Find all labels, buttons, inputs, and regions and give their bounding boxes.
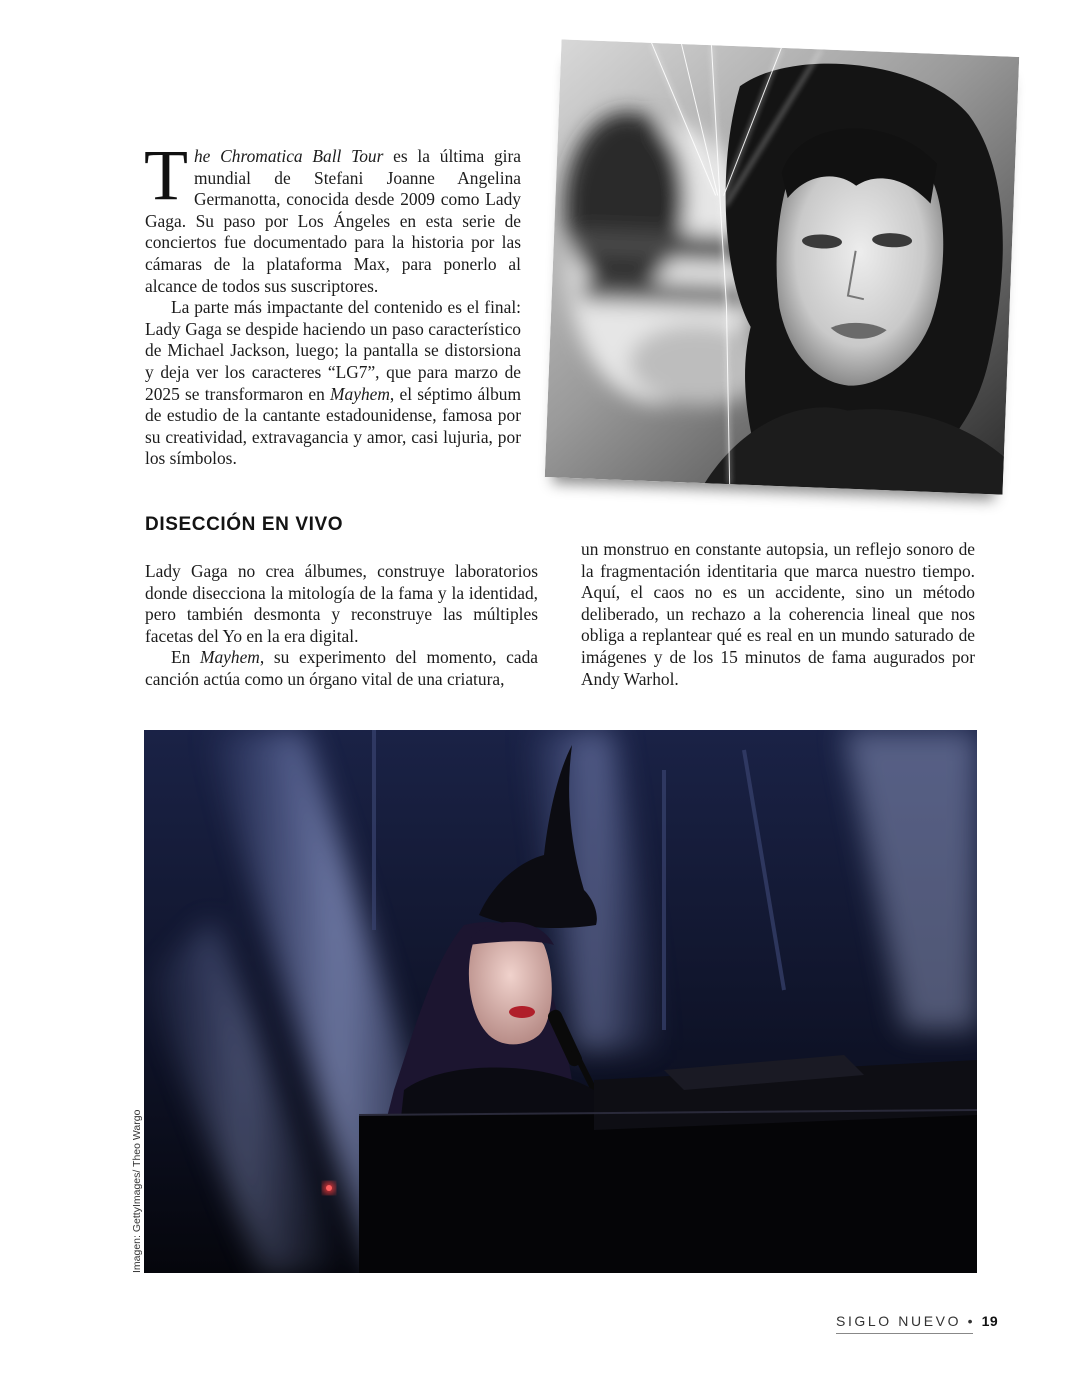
section-text-2a: En [171, 647, 200, 668]
portrait-photo [545, 39, 1019, 494]
section-text-2b: , su experimento del momento, cada canción actúa como un órgano vital de una criatura, [145, 647, 538, 689]
page-footer [836, 1313, 999, 1334]
tour-title: he Chromatica Ball Tour [193, 146, 384, 166]
section-paragraph-1: Lady Gaga no crea álbumes, construye laboratorios donde disecciona la mitología de la fama y la identidad, pero también desmonta y reconstruye las múltiples facetas del Yo en la era digital. [145, 561, 538, 646]
intro-column [144, 135, 521, 470]
stage-illustration [144, 730, 977, 1273]
album-title: Mayhem [330, 383, 390, 404]
magazine-name: SIGLO NUEVO [836, 1313, 962, 1329]
intro-text-2a: La parte más impactante del contenido es el final: Lady Gaga se despide haciendo un paso característico de Michael Jackson, luego; la pantalla se distorsiona y deja ver los caracteres “LG7”, que para marzo de 2025 se transformaron en [145, 297, 521, 404]
page-number: 19 [981, 1313, 999, 1329]
portrait-illustration [545, 39, 1019, 494]
section-left-column [145, 561, 538, 691]
section-right-column [581, 539, 975, 690]
album-title-2: Mayhem [199, 647, 260, 668]
drop-cap: T [144, 135, 188, 215]
photo-credit: Imagen: GettyImages/ Theo Wargo [131, 1109, 143, 1273]
intro-text-2b: , el séptimo álbum de estudio de la cantante estadounidense, famosa por su creatividad, extravagancia y amor, casi lujuria, por los símbolos. [145, 383, 521, 469]
section-paragraph-2 [145, 647, 538, 690]
intro-text-1: es la última gira mundial de Stefani Joanne Angelina Germanotta, conocida desde 2009 como Lady Gaga. Su paso por Los Ángeles en esta serie de conciertos fue documentado para la historia por las cámaras de la plataforma Max, para ponerlo al alcance de todos sus suscriptores. [145, 146, 521, 296]
footer-separator: • [961, 1313, 982, 1329]
intro-paragraph-1 [144, 135, 521, 297]
stage-photo [144, 730, 977, 1273]
intro-paragraph-2 [145, 297, 521, 470]
section-paragraph-3: un monstruo en constante autopsia, un reflejo sonoro de la fragmentación identitaria que marca nuestro tiempo. Aquí, el caos no es un accidente, sino un método deliberado, un rechazo a la coherencia lineal que nos obliga a replantear qué es real en un mundo saturado de imágenes y de los 15 minutos de fama augurados por Andy Warhol. [581, 539, 975, 689]
section-heading: DISECCIÓN EN VIVO [145, 514, 344, 535]
